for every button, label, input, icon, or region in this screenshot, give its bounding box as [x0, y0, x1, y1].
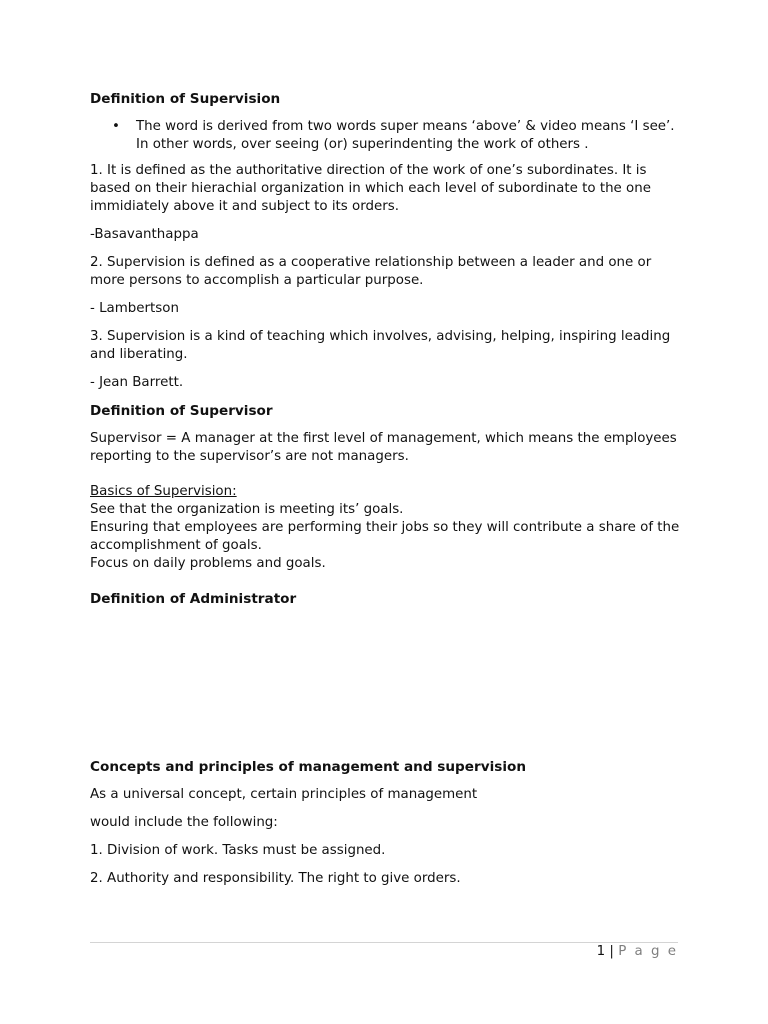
- concepts-line: As a universal concept, certain principles of management: [90, 787, 478, 802]
- footer-divider: [90, 942, 678, 943]
- definition-3-author: - Jean Barrett.: [90, 375, 184, 390]
- definition-1-author: -Basavanthappa: [90, 227, 199, 242]
- page-label: P a g e: [618, 944, 678, 959]
- basics-item: See that the organization is meeting its’ goals.: [90, 502, 404, 517]
- heading-definition-supervisor: Definition of Supervisor: [90, 403, 273, 419]
- page-separator: |: [609, 944, 614, 959]
- list-item: [90, 118, 680, 154]
- page-content: [90, 90, 680, 888]
- heading-definition-administrator: Definition of Administrator: [90, 591, 297, 607]
- basics-item: Focus on daily problems and goals.: [90, 556, 326, 571]
- heading-basics-of-supervision: Basics of Supervision:: [90, 484, 237, 499]
- heading-definition-supervision: Definition of Supervision: [90, 91, 281, 107]
- bullet-text: The word is derived from two words super means ‘above’ & video means ‘I see’. In other words, over seeing (or) superindenting the work of others .: [136, 119, 675, 152]
- definition-1: 1. It is defined as the authoritative direction of the work of one’s subordinates. It is based on their hierachial organization in which each level of subordinate to the one immidiately above it and subject to its orders.: [90, 163, 651, 214]
- definition-2: 2. Supervision is defined as a cooperative relationship between a leader and one or more persons to accomplish a particular purpose.: [90, 255, 652, 288]
- concepts-line: 1. Division of work. Tasks must be assigned.: [90, 843, 386, 858]
- concepts-line: would include the following:: [90, 815, 278, 830]
- definition-2-author: - Lambertson: [90, 301, 179, 316]
- supervisor-definition-line-2: reporting to the supervisor’s are not managers.: [90, 449, 409, 464]
- heading-concepts-principles: Concepts and principles of management and supervision: [90, 759, 527, 775]
- page-footer: [597, 943, 678, 961]
- bullet-icon: •: [112, 119, 120, 134]
- page-number: 1: [596, 944, 606, 959]
- supervision-bullet-list: [90, 118, 680, 154]
- supervisor-definition-line-1: Supervisor = A manager at the first level of management, which means the employees: [90, 431, 677, 446]
- concepts-line: 2. Authority and responsibility. The right to give orders.: [90, 871, 461, 886]
- basics-item: Ensuring that employees are performing their jobs so they will contribute a share of the accomplishment of goals.: [90, 520, 680, 553]
- definition-3: 3. Supervision is a kind of teaching which involves, advising, helping, inspiring leading and liberating.: [90, 329, 671, 362]
